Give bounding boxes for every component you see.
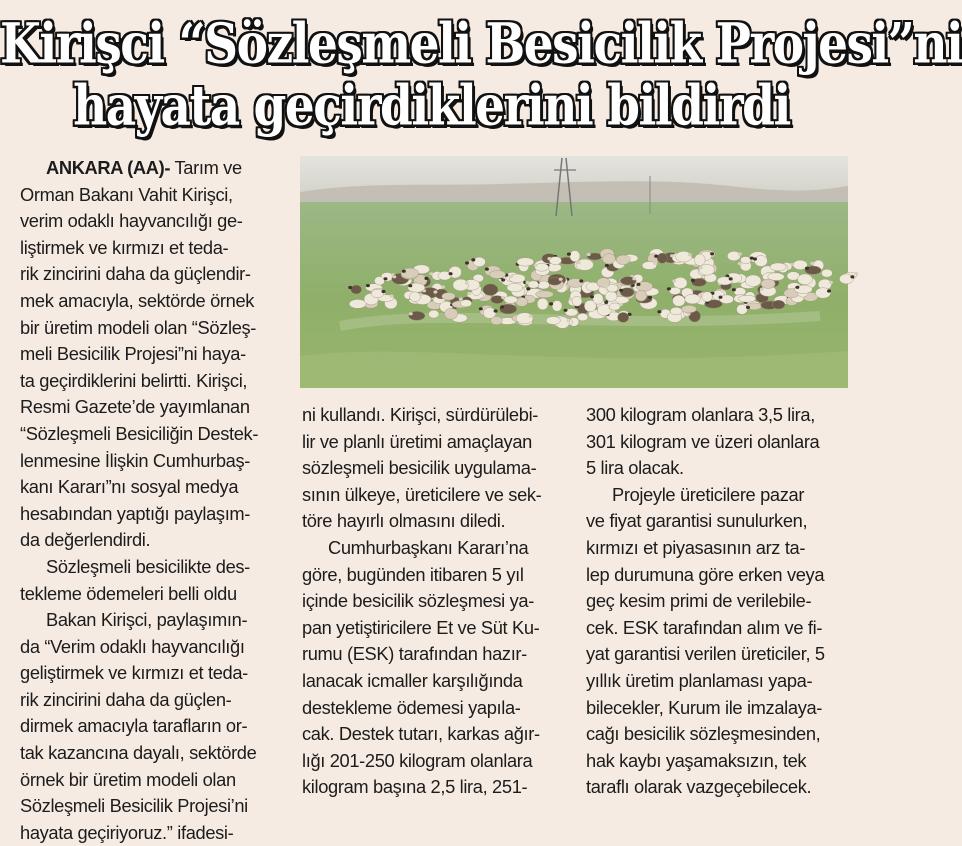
sheep (489, 270, 505, 278)
article-text: Tarım ve (170, 157, 242, 178)
article-line: tekleme ödemeleri belli oldu (20, 582, 237, 604)
sheep-head (441, 285, 445, 288)
sheep-head (419, 293, 423, 296)
sheep-head (408, 284, 412, 287)
sheep (351, 285, 362, 294)
sheep-head (366, 284, 370, 287)
sheep (673, 277, 687, 288)
sheep-head (424, 277, 428, 280)
sheep (483, 284, 498, 296)
sheep (528, 281, 539, 288)
sheep-head (738, 262, 742, 265)
article-line: liştirmek ve kırmızı et teda- (20, 236, 229, 258)
sheep (460, 300, 471, 307)
sheep (798, 274, 813, 285)
sheep-head (348, 286, 352, 289)
article-line: lanacak icmaller karşılığında (302, 669, 523, 691)
article-line: dirmek amacıyla tarafların or- (20, 715, 248, 737)
article-line: “Sözleşmeli Besiciliğin Destek- (20, 422, 259, 444)
article-line: pan yetiştiricilere Et ve Süt Ku- (302, 616, 540, 638)
sheep-head (827, 289, 831, 292)
sheep-head (719, 296, 723, 299)
article-line: rumu (ESK) tarafından hazır- (302, 643, 527, 665)
sheep-head (672, 279, 676, 282)
article-line: Resmi Gazete’de yayımlanan (20, 396, 250, 418)
sheep-head (637, 283, 641, 286)
sheep (517, 258, 534, 266)
article-line: ve fiyat garantisi sunulurken, (586, 510, 808, 532)
sheep-head (746, 306, 750, 309)
article-line: Bakan Kirişci, paylaşımın- (46, 609, 248, 631)
article-line: mek amacıyla, sektörde örnek (20, 289, 255, 311)
sheep (516, 297, 528, 306)
sheep (669, 287, 680, 294)
sheep-head (670, 254, 674, 257)
article-line (20, 155, 292, 182)
sheep (602, 254, 615, 264)
sheep-head (500, 305, 504, 308)
sheep (410, 292, 421, 302)
article-line: tak kazancına dayalı, sektörde (20, 742, 257, 764)
article-line: kırmızı et piyasasının arz ta- (586, 536, 806, 558)
sheep-head (525, 281, 529, 284)
sheep-head (732, 288, 736, 291)
sheep-head (605, 285, 609, 288)
sheep-head (750, 257, 754, 260)
sheep (444, 308, 457, 319)
sheep (473, 257, 485, 267)
article-line: yıllık üretim planlaması yapa- (586, 669, 813, 691)
sheep-head (494, 309, 498, 312)
sheep (839, 274, 853, 284)
sheep-head (854, 272, 858, 275)
article-line: hayata geçiriyoruz.” ifadesi- (20, 821, 234, 843)
article-line: lir ve planlı üretimi amaçlayan (302, 430, 532, 452)
article-line: 5 lira olacak. (586, 457, 684, 479)
sheep-head (567, 253, 571, 256)
sheep-head (409, 312, 413, 315)
sheep-head (402, 270, 406, 273)
sheep-head (471, 258, 475, 261)
article-line: göre, bugünden itibaren 5 yıl (302, 563, 524, 585)
sheep (761, 279, 775, 288)
sheep (609, 303, 620, 310)
sheep (537, 298, 548, 310)
headline (0, 0, 962, 140)
sheep-head (829, 281, 833, 284)
sheep-head (449, 272, 453, 275)
article-line: rik zincirini daha da güçlen- (20, 688, 232, 710)
sheep (504, 296, 517, 303)
sheep-head (564, 309, 568, 312)
article-line: bir üretim modeli olan “Sözleş- (20, 316, 257, 338)
article-line: taraflı olarak vazgeçebilecek. (586, 776, 812, 798)
article-line: Cumhurbaşkanı Kararı’na (328, 536, 529, 558)
article-line: kilogram başına 2,5 lira, 251- (302, 776, 528, 798)
sheep (349, 299, 366, 308)
sheep-head (465, 261, 469, 264)
sheep-head (810, 262, 814, 265)
sheep (770, 263, 786, 271)
sheep-head (605, 264, 609, 267)
sheep-head (653, 262, 657, 265)
article-line: 300 kilogram olanlara 3,5 lira, (586, 404, 815, 425)
sheep-head (710, 252, 714, 255)
article-column-1 (20, 155, 292, 846)
sheep-head (604, 301, 608, 304)
sheep-head (479, 307, 483, 310)
sheep-head (738, 252, 742, 255)
sheep-head (619, 303, 623, 306)
sheep (702, 292, 713, 302)
sheep-head (688, 253, 692, 256)
sheep-head (529, 315, 533, 318)
sheep-head (429, 272, 433, 275)
article-line: Projeyle üreticilere pazar (612, 483, 805, 505)
sheep (507, 283, 523, 292)
article-line: cek. ESK tarafından alım ve fi- (586, 616, 823, 638)
sheep (572, 296, 582, 306)
sheep-head (619, 289, 623, 292)
sheep (607, 284, 618, 292)
sheep-head (667, 287, 671, 290)
sheep-head (760, 288, 764, 291)
article-line: geç kesim primi de verilebile- (586, 590, 812, 612)
article-line: da “Verim odaklı hayvancılığı (20, 635, 245, 657)
article-line: cağı besicilik sözleşmesinden, (586, 723, 821, 745)
sheep (483, 308, 496, 319)
sheep (670, 307, 682, 315)
article-line: cak. Destek tutarı, karkas ağır- (302, 723, 540, 745)
sheep (681, 305, 696, 313)
article-line: lep durumuna göre erken veya (586, 563, 825, 585)
article-line: hesabından yaptığı paylaşım- (20, 502, 251, 524)
sheep-head (577, 261, 581, 264)
sheep-head (569, 298, 573, 301)
sheep-head (382, 290, 386, 293)
sheep (676, 251, 692, 262)
article-line: ni kullandı. Kirişci, sürdürülebi- (302, 404, 539, 425)
sheep-head (467, 292, 471, 295)
sheep-head (795, 286, 799, 289)
article-column-2 (302, 402, 574, 801)
sheep-head (509, 275, 513, 278)
sheep-head (657, 310, 661, 313)
sheep-flock-photo (300, 156, 848, 388)
article-line: geliştirmek ve kırmızı et teda- (20, 662, 248, 684)
sheep (673, 295, 686, 306)
sheep-head (590, 295, 594, 298)
headline-line-2: hayata geçirdiklerini bildirdi (73, 73, 790, 139)
sheep-head (547, 257, 551, 260)
sheep-head (526, 287, 530, 290)
sheep-head (699, 293, 703, 296)
sheep (577, 313, 588, 321)
article-line: sözleşmeli besicilik uygulama- (302, 457, 537, 479)
sheep-head (534, 264, 538, 267)
sheep (727, 251, 740, 261)
sheep-head (559, 278, 563, 281)
article-line: rik zincirini daha da güçlendir- (20, 263, 251, 285)
sheep (821, 269, 832, 277)
article-line: ta geçirdiklerini belirtti. Kirişci, (20, 369, 248, 391)
sheep-head (691, 279, 695, 282)
article-line: sının ülkeye, üreticilere ve sek- (302, 483, 542, 505)
article-line: hak kaybı yaşamaksızın, tek (586, 749, 807, 771)
sheep (699, 264, 714, 275)
sheep (772, 300, 785, 309)
sheep-head (465, 281, 469, 284)
article-line: lığı 201-250 kilogram olanlara (302, 749, 533, 771)
sheep-head (392, 275, 396, 278)
sheep-head (390, 295, 394, 298)
sheep-head (384, 277, 388, 280)
sheep (618, 312, 629, 322)
sheep (694, 254, 705, 266)
article-column-3 (586, 402, 858, 801)
sheep (374, 277, 384, 286)
sheep (815, 288, 830, 299)
sheep (552, 301, 562, 312)
sheep-head (485, 268, 489, 271)
sheep-head (501, 278, 505, 281)
sheep-head (433, 290, 437, 293)
article-line: meli Besicilik Projesi”ni haya- (20, 343, 246, 365)
sheep-head (579, 279, 583, 282)
sheep (755, 256, 768, 267)
article-line: 301 kilogram ve üzeri olanlara (586, 430, 820, 452)
sheep (442, 293, 455, 301)
article-line: lenmesine İlişkin Cumhurbaş- (20, 449, 250, 471)
sheep-head (729, 277, 733, 280)
article-line: da değerlendirdi. (20, 529, 151, 551)
article-line: verim odaklı hayvancılığı ge- (20, 210, 243, 232)
dateline: ANKARA (AA)- (46, 157, 171, 178)
article-line: destekleme ödemesi yapıla- (302, 696, 521, 718)
sheep (657, 253, 667, 263)
article-line: kanı Kararı”nı sosyal medya (20, 476, 239, 498)
sheep-head (632, 277, 636, 280)
sheep-head (805, 267, 809, 270)
sheep (516, 313, 533, 324)
sheep-flock-image (300, 156, 848, 388)
sheep (576, 259, 594, 270)
article-line: töre hayırlı olmasını diledi. (302, 510, 506, 532)
sheep (453, 279, 469, 291)
sheep (536, 291, 554, 298)
sheep-head (850, 275, 854, 278)
sheep-head (699, 266, 703, 269)
article-line: Sözleşmeli Besicilik Projesi’ni (20, 795, 248, 817)
sheep (635, 290, 647, 301)
sheep (546, 317, 560, 325)
sheep (616, 255, 630, 265)
sheep (570, 251, 580, 262)
sheep-head (627, 256, 631, 259)
sheep (745, 275, 761, 287)
sheep (737, 304, 748, 314)
article-line: Orman Bakanı Vahit Kirişci, (20, 183, 233, 205)
sheep (429, 310, 439, 318)
article-line: Sözleşmeli besicilikte des- (46, 555, 250, 577)
sheep-head (567, 319, 571, 322)
sheep (738, 295, 755, 302)
sheep (593, 293, 603, 304)
sheep (605, 291, 617, 301)
article-line: örnek bir üretim modeli olan (20, 768, 236, 790)
headline-line-1: Kirişci “Sözleşmeli Besicilik Projesi”ni (0, 11, 962, 77)
sheep (685, 294, 701, 304)
article-line: içinde besicilik sözleşmesi ya- (302, 590, 534, 612)
sheep-head (648, 296, 652, 299)
sheep (401, 268, 419, 278)
sheep-head (587, 253, 591, 256)
article-line: yat garantisi verilen üreticiler, 5 (586, 643, 825, 665)
sheep-head (654, 255, 658, 258)
article-line: bilecekler, Kurum ile imzalaya- (586, 696, 823, 718)
sheep-head (549, 302, 553, 305)
sheep (740, 257, 751, 264)
sheep (371, 289, 383, 298)
